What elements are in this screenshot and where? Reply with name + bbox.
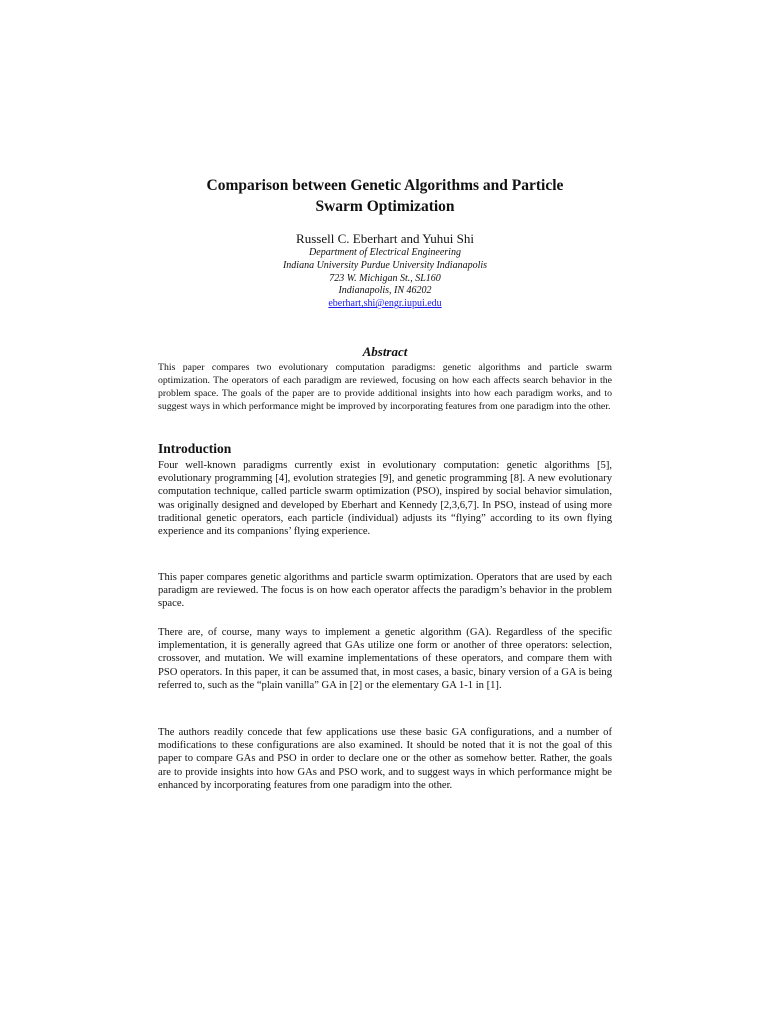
author-names: Russell C. Eberhart and Yuhui Shi (296, 231, 474, 246)
affiliation-city: Indianapolis, IN 46202 (338, 285, 432, 297)
paper-title (158, 175, 612, 217)
introduction-paragraph-2: This paper compares genetic algorithms and particle swarm optimization. Operators that are used by each paradigm are reviewed. The focus is on how each operator affects the paradigm’s behavior in the problem space. (158, 572, 612, 610)
author-affiliation (158, 247, 612, 311)
introduction-paragraph-4: The authors readily concede that few applications use these basic GA configurations, and a number of modifications to these configurations are also examined. It should be noted that it is not the goal of this paper to compare GAs and PSO in order to declare one or the other as somehow better. Rather, the goals are to provide insights into how GAs and PSO work, and to suggest ways in which performance might be enhanced by incorporating features from one paradigm into the other. (158, 727, 612, 791)
affiliation-department: Department of Electrical Engineering (309, 247, 461, 258)
introduction-heading: Introduction (158, 441, 232, 456)
abstract-text: This paper compares two evolutionary computation paradigms: genetic algorithms and particle swarm optimization. The operators of each paradigm are reviewed, focusing on how each affects search behavior in the problem space. The goals of the paper are to provide additional insights into how each paradigm works, and to suggest ways in which performance might be improved by incorporating features from one paradigm into the other. (158, 362, 612, 412)
paper-title-line-2: Swarm Optimization (315, 198, 455, 215)
introduction-paragraph-3: There are, of course, many ways to implement a genetic algorithm (GA). Regardless of the specific implementation, it is generally agreed that GAs utilize one form or another of three operators: selection, crossover, and mutation. We will examine implementations of these operators, and compare them with PSO operators. In this paper, it can be assumed that, in most cases, a basic, binary version of a GA is being referred to, such as the “plain vanilla” GA in [2] or the elementary GA 1-1 in [1]. (158, 627, 612, 691)
abstract-heading: Abstract (362, 344, 408, 359)
introduction-paragraph-1: Four well-known paradigms currently exist in evolutionary computation: genetic algorithms [5], evolutionary programming [4], evolution strategies [9], and genetic programming [8]. A new evolutionary computation technique, called particle swarm optimization (PSO), inspired by social behavior simulation, was originally designed and developed by Eberhart and Kennedy [2,3,6,7]. In PSO, instead of using more traditional genetic operators, each particle (individual) adjusts its “flying” according to its own flying experience and its companions’ flying experience. (158, 460, 612, 538)
affiliation-university: Indiana University Purdue University Indianapolis (282, 259, 488, 271)
affiliation-street: 723 W. Michigan St., SL160 (329, 272, 441, 284)
paper-title-line-1: Comparison between Genetic Algorithms and Particle (206, 177, 564, 194)
author-email-link[interactable]: eberhart,shi@engr.iupui.edu (328, 298, 442, 310)
